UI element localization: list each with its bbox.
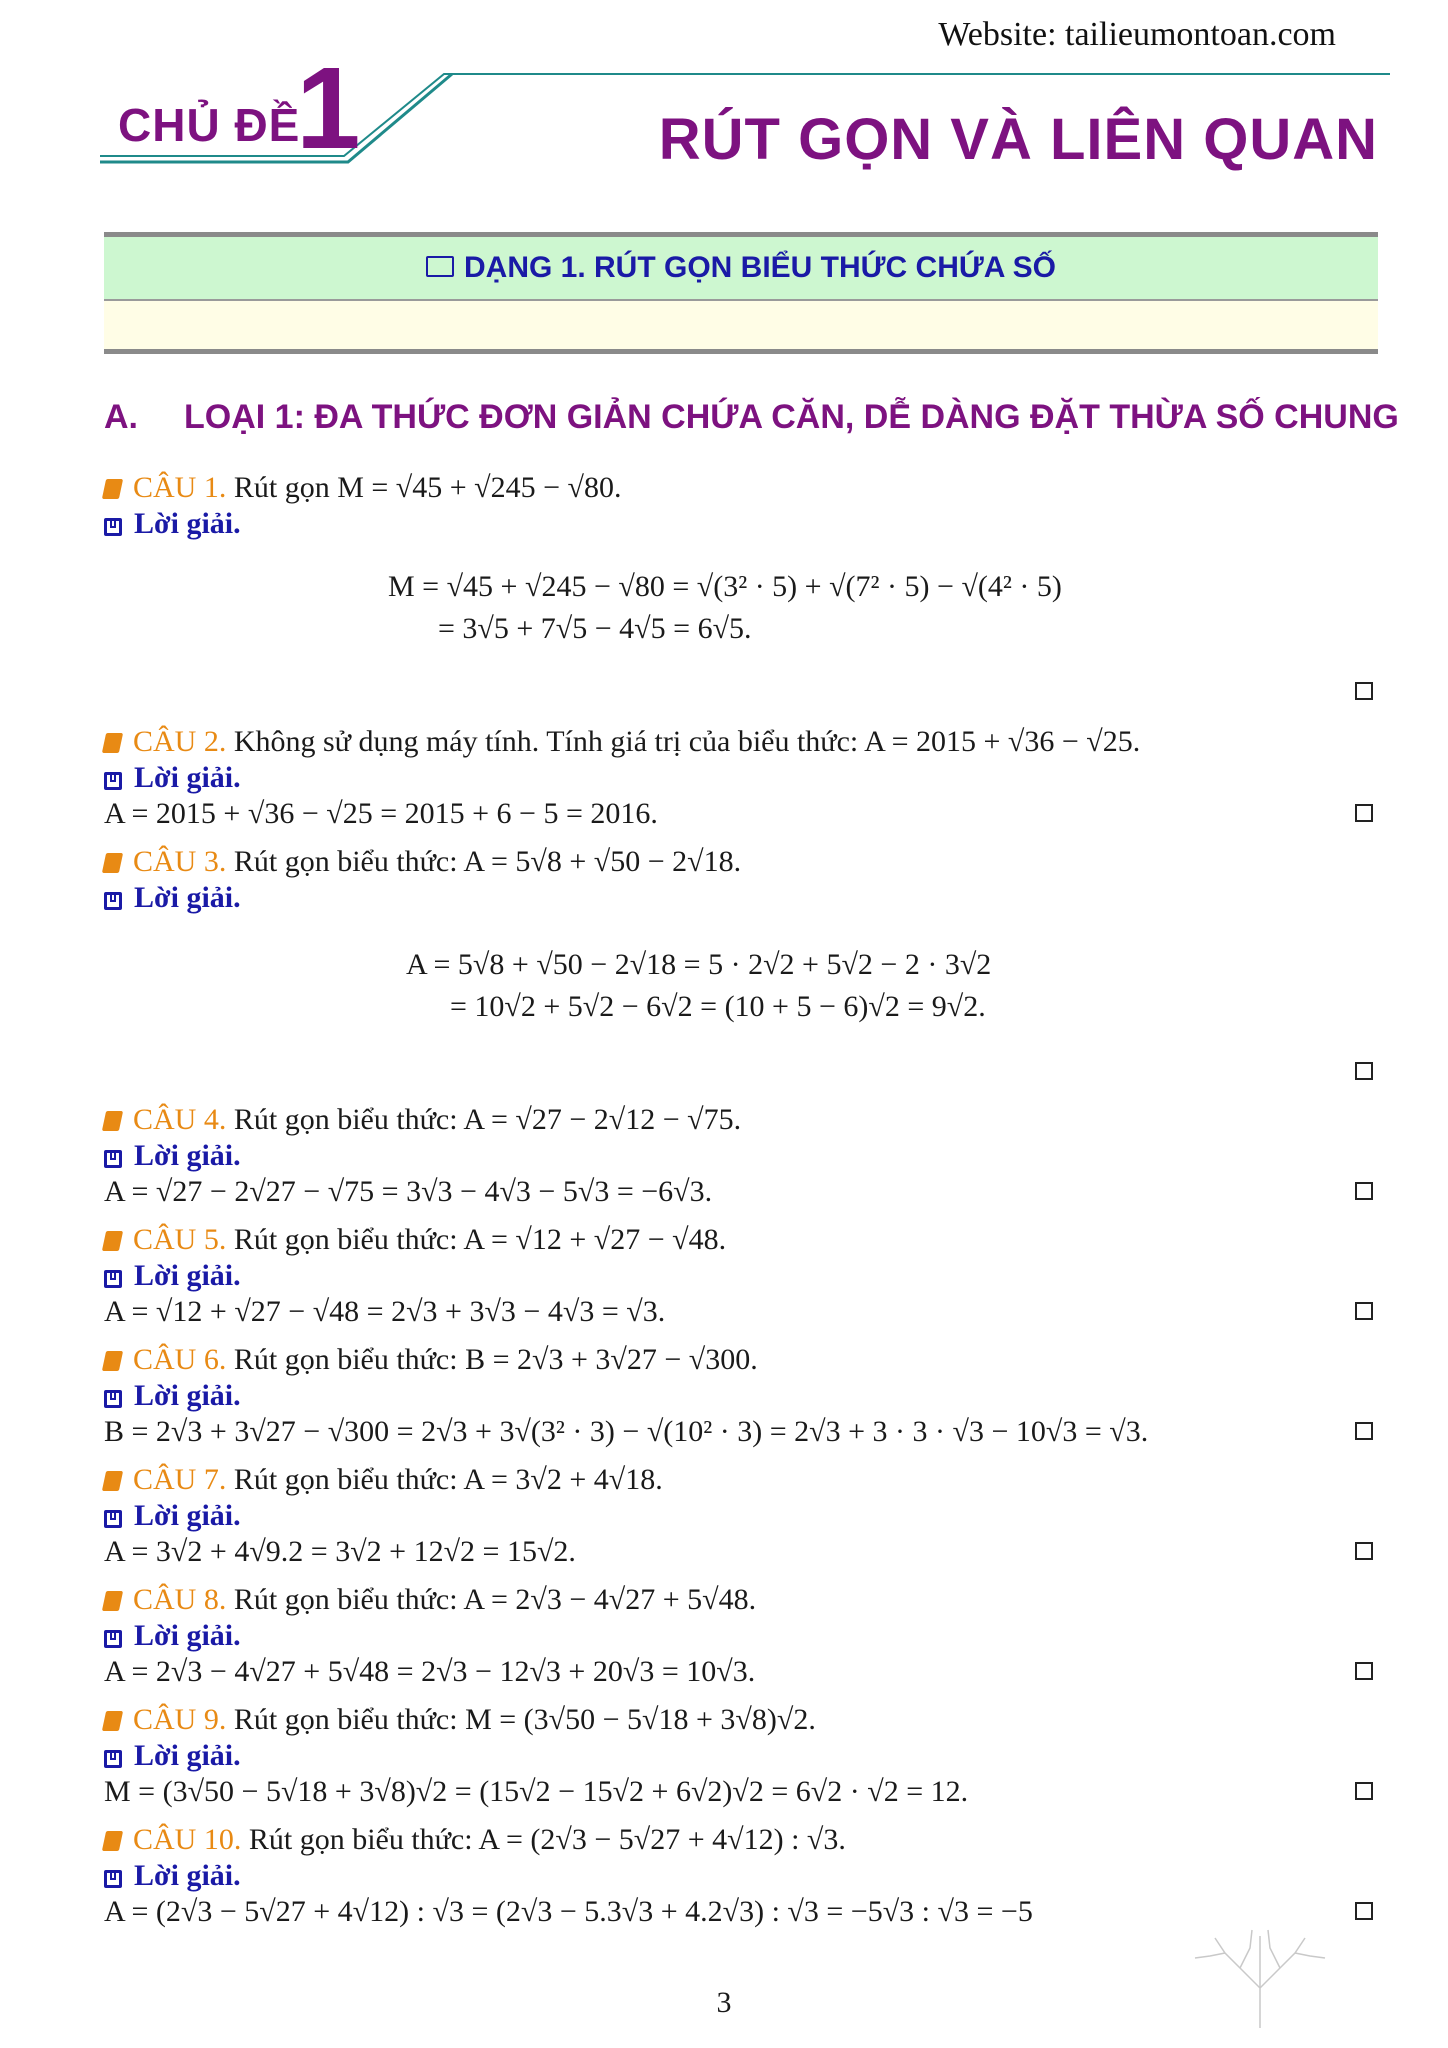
website-label: Website: tailieumontoan.com (938, 16, 1336, 53)
question-label: CÂU 1. (133, 471, 227, 504)
solution-label: Lời giải. (134, 1619, 241, 1652)
display-equation: = 10√2 + 5√2 − 6√2 = (10 + 5 − 6)√2 = 9√2. (450, 990, 986, 1023)
solution-heading (104, 1498, 241, 1534)
dang-title: DẠNG 1. RÚT GỌN BIỂU THỨC CHỨA SỐ (463, 251, 1057, 284)
book-icon (102, 853, 123, 873)
question (104, 1822, 846, 1858)
solution-heading (104, 880, 241, 916)
qed-box (1355, 1182, 1373, 1200)
answer-line: A = 3√2 + 4√9.2 = 3√2 + 12√2 = 15√2. (104, 1535, 576, 1568)
chapter-title: RÚT GỌN VÀ LIÊN QUAN (658, 107, 1378, 172)
solution-heading (104, 1378, 241, 1414)
question (104, 1462, 663, 1498)
book-icon (102, 1351, 123, 1371)
chapter-number: 1 (296, 43, 361, 173)
question-text: Rút gọn biểu thức: A = 2√3 − 4√27 + 5√48. (233, 1583, 757, 1616)
qed-box (1355, 804, 1373, 822)
book-icon (102, 1111, 123, 1131)
save-icon (104, 772, 122, 790)
section-letter: A. (104, 398, 138, 436)
question-text: Rút gọn biểu thức: A = 3√2 + 4√18. (233, 1463, 663, 1496)
solution-label: Lời giải. (134, 761, 241, 794)
qed-box (1355, 1902, 1373, 1920)
qed-box (1355, 1062, 1373, 1080)
question-label: CÂU 10. (133, 1823, 242, 1856)
solution-heading (104, 506, 241, 542)
question-text: Rút gọn biểu thức: A = √12 + √27 − √48. (233, 1223, 727, 1256)
answer-line: A = 2√3 − 4√27 + 5√48 = 2√3 − 12√3 + 20√3 = 10√3. (104, 1655, 756, 1688)
answer-line: B = 2√3 + 3√27 − √300 = 2√3 + 3√(3² · 3) − √(10² · 3) = 2√3 + 3 · 3 · √3 − 10√3 = √3. (104, 1415, 1149, 1448)
solution-label: Lời giải. (134, 507, 241, 540)
qed-box (1355, 1302, 1373, 1320)
question-label: CÂU 7. (133, 1463, 227, 1496)
question-text: Rút gọn M = √45 + √245 − √80. (233, 471, 622, 504)
question-label: CÂU 2. (133, 725, 227, 758)
qed-box (1355, 1782, 1373, 1800)
page-number: 3 (716, 1986, 732, 2019)
book-icon (102, 1711, 123, 1731)
question-text: Rút gọn biểu thức: A = √27 − 2√12 − √75. (233, 1103, 742, 1136)
question-label: CÂU 4. (133, 1103, 227, 1136)
save-icon (104, 518, 122, 536)
question-label: CÂU 3. (133, 845, 227, 878)
solution-label: Lời giải. (134, 1139, 241, 1172)
solution-heading (104, 1618, 241, 1654)
save-icon (104, 1870, 122, 1888)
solution-heading (104, 1738, 241, 1774)
section-heading (104, 398, 1399, 437)
question (104, 470, 622, 506)
question (104, 1222, 726, 1258)
dang-box (104, 232, 1378, 354)
answer-line: A = 2015 + √36 − √25 = 2015 + 6 − 5 = 2016. (104, 797, 658, 830)
display-equation: = 3√5 + 7√5 − 4√5 = 6√5. (438, 612, 752, 645)
book-icon (102, 1231, 123, 1251)
solution-label: Lời giải. (134, 881, 241, 914)
display-equation: A = 5√8 + √50 − 2√18 = 5 · 2√2 + 5√2 − 2 · 3√2 (406, 948, 992, 981)
solution-heading (104, 1858, 241, 1894)
section-title: LOẠI 1: ĐA THỨC ĐƠN GIẢN CHỨA CĂN, DỄ DÀNG ĐẶT THỪA SỐ CHUNG (184, 398, 1399, 436)
question (104, 1582, 756, 1618)
save-icon (104, 892, 122, 910)
answer-line: M = (3√50 − 5√18 + 3√8)√2 = (15√2 − 15√2 + 6√2)√2 = 6√2 · √2 = 12. (104, 1775, 969, 1808)
question-text: Không sử dụng máy tính. Tính giá trị của biểu thức: A = 2015 + √36 − √25. (233, 725, 1141, 758)
chapter-label: CHỦ ĐỀ (118, 99, 301, 151)
solution-label: Lời giải. (134, 1739, 241, 1772)
question-label: CÂU 6. (133, 1343, 227, 1376)
answer-line: A = √12 + √27 − √48 = 2√3 + 3√3 − 4√3 = √3. (104, 1295, 666, 1328)
folder-icon (426, 256, 454, 277)
question-text: Rút gọn biểu thức: M = (3√50 − 5√18 + 3√8)√2. (233, 1703, 816, 1736)
solution-label: Lời giải. (134, 1499, 241, 1532)
solution-label: Lời giải. (134, 1379, 241, 1412)
dang-header (104, 237, 1378, 301)
question-text: Rút gọn biểu thức: A = 5√8 + √50 − 2√18. (233, 845, 742, 878)
book-icon (102, 1591, 123, 1611)
qed-box (1355, 1422, 1373, 1440)
solution-label: Lời giải. (134, 1259, 241, 1292)
qed-box (1355, 1542, 1373, 1560)
save-icon (104, 1630, 122, 1648)
book-icon (102, 1831, 123, 1851)
solution-label: Lời giải. (134, 1859, 241, 1892)
question-text: Rút gọn biểu thức: B = 2√3 + 3√27 − √300. (233, 1343, 758, 1376)
save-icon (104, 1750, 122, 1768)
question-text: Rút gọn biểu thức: A = (2√3 − 5√27 + 4√12) : √3. (248, 1823, 846, 1856)
question (104, 1102, 741, 1138)
solution-heading (104, 760, 241, 796)
save-icon (104, 1270, 122, 1288)
question (104, 844, 741, 880)
question (104, 1342, 758, 1378)
solution-heading (104, 1138, 241, 1174)
save-icon (104, 1390, 122, 1408)
qed-box (1355, 1662, 1373, 1680)
book-icon (102, 1471, 123, 1491)
save-icon (104, 1150, 122, 1168)
question-label: CÂU 9. (133, 1703, 227, 1736)
question-label: CÂU 8. (133, 1583, 227, 1616)
answer-line: A = √27 − 2√27 − √75 = 3√3 − 4√3 − 5√3 = −6√3. (104, 1175, 713, 1208)
question-label: CÂU 5. (133, 1223, 227, 1256)
display-equation: M = √45 + √245 − √80 = √(3² · 5) + √(7² · 5) − √(4² · 5) (388, 570, 1062, 603)
solution-heading (104, 1258, 241, 1294)
question (104, 1702, 816, 1738)
answer-line: A = (2√3 − 5√27 + 4√12) : √3 = (2√3 − 5.3√3 + 4.2√3) : √3 = −5√3 : √3 = −5 (104, 1895, 1033, 1928)
question (104, 724, 1140, 760)
book-icon (102, 733, 123, 753)
qed-box (1355, 682, 1373, 700)
save-icon (104, 1510, 122, 1528)
book-icon (102, 479, 123, 499)
